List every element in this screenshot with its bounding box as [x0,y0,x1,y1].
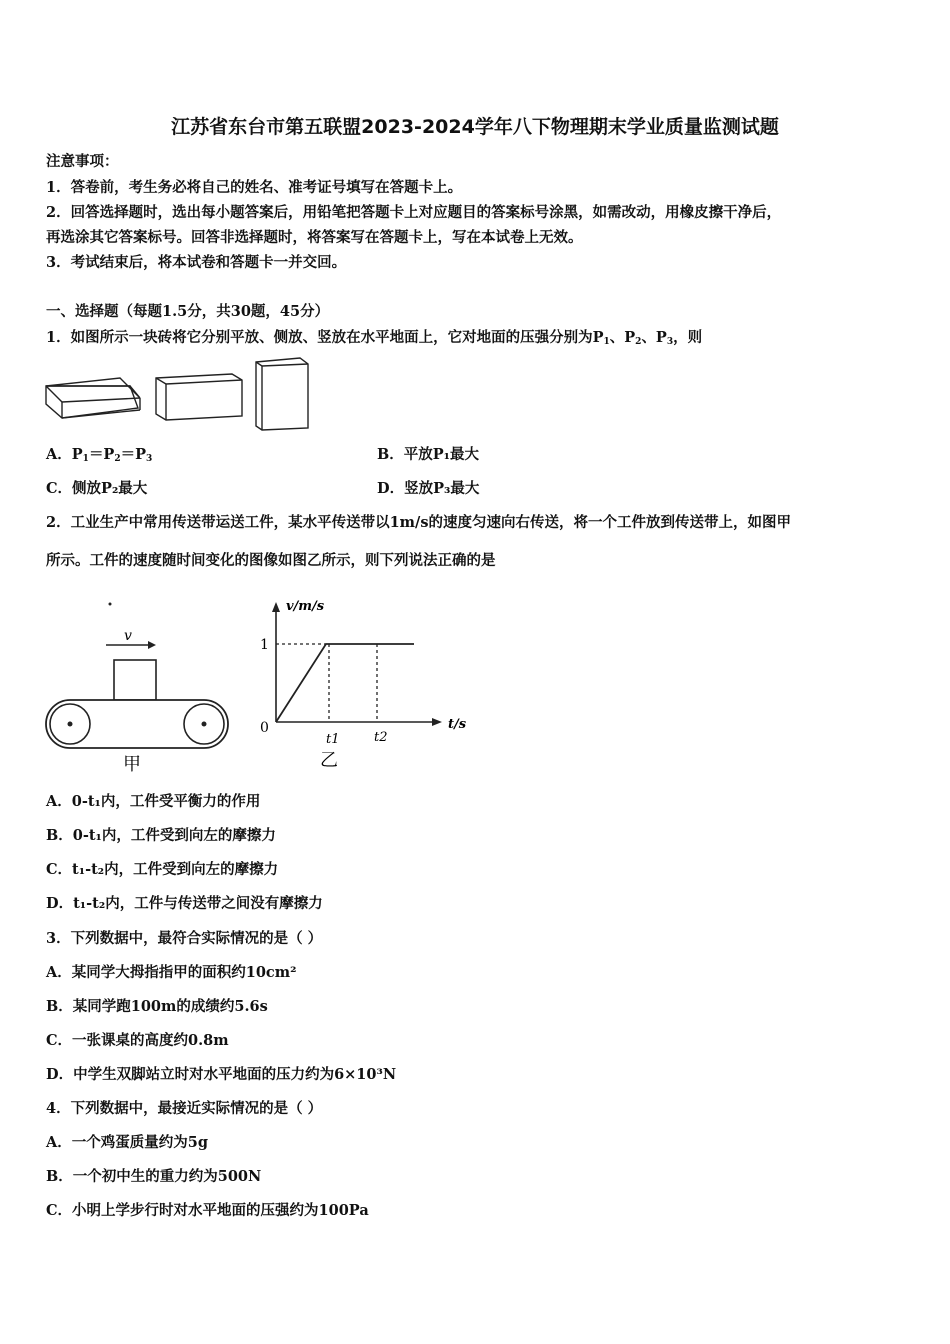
q1-option-a: A．$P_1=P_2=P_3$ [46,446,153,464]
t2-label: t2 [374,730,388,745]
q3-option-d: D．中学生双脚站立时对水平地面的压力约为6×10³N [46,1066,397,1083]
q4-option-c: C．小明上学步行时对水平地面的压强约为100Pa [46,1202,369,1219]
q1-stem: 1．如图所示一块砖将它分别平放、侧放、竖放在水平地面上，它对地面的压强分别为$P_1$、$P_2$、$P_3$，则 [46,329,703,347]
q2-option-d: D．t₁-t₂内，工件与传送带之间没有摩擦力 [46,895,323,912]
notice-item: 1．答卷前，考生务必将自己的姓名、准考证号填写在答题卡上。 [46,179,463,196]
q2-option-c: C．t₁-t₂内，工件受到向左的摩擦力 [46,861,279,878]
notice-item: 3．考试结束后，将本试卷和答题卡一并交回。 [46,254,347,271]
notice-heading: 注意事项： [46,153,119,170]
q2-option-b: B．0-t₁内，工件受到向左的摩擦力 [46,827,276,844]
q1-option-d: D．竖放P₃最大 [377,480,480,497]
q3-option-b: B．某同学跑100m的成绩约5.6s [46,998,268,1015]
section-heading: 一、选择题（每题1.5分，共30题，45分） [46,303,330,320]
q3-option-a: A．某同学大拇指指甲的面积约10cm² [46,964,297,981]
figure-label-yi: 乙 [320,750,338,771]
workpiece [114,660,156,700]
x-axis-label: t/s [448,717,467,732]
velocity-curve [276,644,414,722]
y-axis-label: v/m/s [286,599,325,614]
figure-label-jia: 甲 [123,754,141,775]
q1-option-c: C．侧放P₂最大 [46,480,148,497]
q3-option-c: C．一张课桌的高度约0.8m [46,1032,229,1049]
q4-option-a: A．一个鸡蛋质量约为5g [46,1134,208,1151]
brick-figure [44,356,314,432]
vt-graph [256,596,471,772]
page-title: 江苏省东台市第五联盟2023-2024学年八下物理期末学业质量监测试题 [171,116,779,138]
notice-item: 再选涂其它答案标号。回答非选择题时，将答案写在答题卡上，写在本试卷上无效。 [46,229,583,246]
q3-stem: 3．下列数据中，最符合实际情况的是（ ） [46,930,323,947]
brick-upright [256,358,308,430]
q2-stem: 2．工业生产中常用传送带运送工件，某水平传送带以1m/s的速度匀速向右传送，将一个工件放到传送带上，如图甲 [46,514,791,531]
q4-stem: 4．下列数据中，最接近实际情况的是（ ） [46,1100,323,1117]
velocity-label: v [124,628,132,644]
conveyor-figure [44,596,240,775]
y-tick-1: 1 [260,637,269,653]
notice-item: 2．回答选择题时，选出每小题答案后，用铅笔把答题卡上对应题目的答案标号涂黑，如需改动，用橡皮擦干净后， [46,204,782,221]
q4-option-b: B．一个初中生的重力约为500N [46,1168,262,1185]
origin-label: 0 [260,720,269,736]
brick-flat [46,386,138,418]
q1-option-b: B．平放P₁最大 [377,446,480,463]
q2-stem: 所示。工件的速度随时间变化的图像如图乙所示，则下列说法正确的是 [46,552,496,569]
t1-label: t1 [326,732,340,747]
q2-option-a: A．0-t₁内，工件受平衡力的作用 [46,793,261,810]
